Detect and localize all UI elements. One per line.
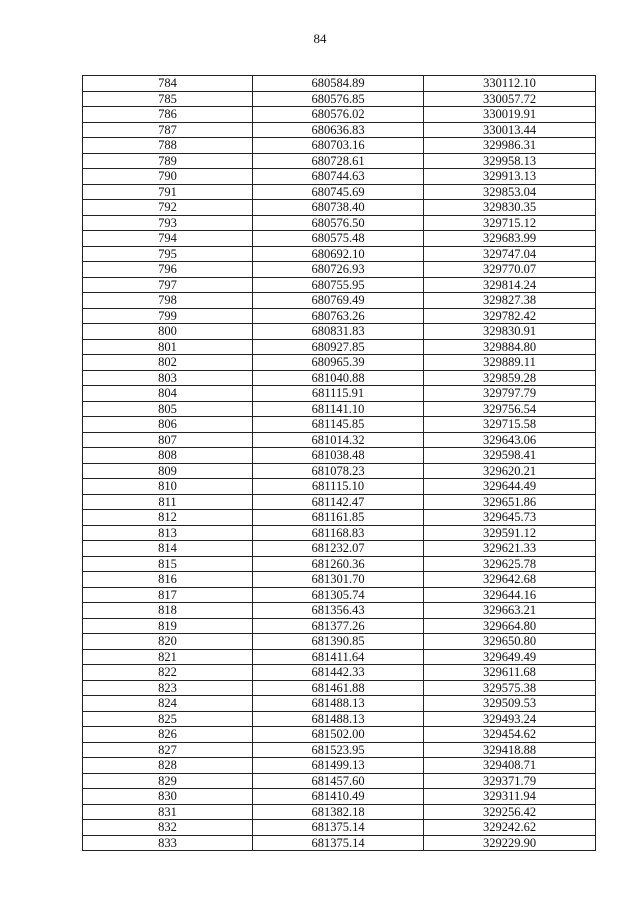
table-row [83,153,596,169]
x-coordinate-cell: 680927.85 [253,339,424,355]
table-row [83,448,596,464]
y-coordinate-cell: 329830.35 [424,200,596,216]
point-number-cell: 803 [83,370,253,386]
y-coordinate-cell: 329645.73 [424,510,596,526]
x-coordinate-cell: 680576.85 [253,91,424,107]
y-coordinate-cell: 329591.12 [424,525,596,541]
y-coordinate-cell: 329575.38 [424,680,596,696]
point-number-cell: 794 [83,231,253,247]
point-number-cell: 786 [83,107,253,123]
point-number-cell: 801 [83,339,253,355]
y-coordinate-cell: 329853.04 [424,184,596,200]
table-row [83,820,596,836]
table-row [83,277,596,293]
table-row [83,262,596,278]
y-coordinate-cell: 329913.13 [424,169,596,185]
table-row [83,510,596,526]
point-number-cell: 809 [83,463,253,479]
point-number-cell: 825 [83,711,253,727]
y-coordinate-cell: 329797.79 [424,386,596,402]
point-number-cell: 791 [83,184,253,200]
table-row [83,432,596,448]
y-coordinate-cell: 329621.33 [424,541,596,557]
table-row [83,680,596,696]
point-number-cell: 804 [83,386,253,402]
point-number-cell: 800 [83,324,253,340]
point-number-cell: 829 [83,773,253,789]
y-coordinate-cell: 329664.80 [424,618,596,634]
x-coordinate-cell: 681382.18 [253,804,424,820]
x-coordinate-cell: 680965.39 [253,355,424,371]
x-coordinate-cell: 681375.14 [253,835,424,851]
table-row [83,711,596,727]
table-row [83,618,596,634]
point-number-cell: 827 [83,742,253,758]
y-coordinate-cell: 329643.06 [424,432,596,448]
y-coordinate-cell: 329889.11 [424,355,596,371]
table-row [83,200,596,216]
y-coordinate-cell: 329649.49 [424,649,596,665]
point-number-cell: 815 [83,556,253,572]
table-row [83,386,596,402]
table-row [83,603,596,619]
point-number-cell: 796 [83,262,253,278]
x-coordinate-cell: 681040.88 [253,370,424,386]
y-coordinate-cell: 329884.80 [424,339,596,355]
x-coordinate-cell: 681488.13 [253,696,424,712]
y-coordinate-cell: 329859.28 [424,370,596,386]
x-coordinate-cell: 680726.93 [253,262,424,278]
x-coordinate-cell: 680576.50 [253,215,424,231]
x-coordinate-cell: 680738.40 [253,200,424,216]
point-number-cell: 812 [83,510,253,526]
point-number-cell: 833 [83,835,253,851]
y-coordinate-cell: 329770.07 [424,262,596,278]
table-row [83,169,596,185]
x-coordinate-cell: 680769.49 [253,293,424,309]
y-coordinate-cell: 329625.78 [424,556,596,572]
y-coordinate-cell: 329598.41 [424,448,596,464]
point-number-cell: 799 [83,308,253,324]
y-coordinate-cell: 329408.71 [424,758,596,774]
table-row [83,649,596,665]
point-number-cell: 832 [83,820,253,836]
y-coordinate-cell: 330112.10 [424,76,596,92]
table-row [83,293,596,309]
x-coordinate-cell: 680744.63 [253,169,424,185]
table-row [83,525,596,541]
page-number: 84 [313,31,327,46]
table-row [83,556,596,572]
x-coordinate-cell: 681488.13 [253,711,424,727]
point-number-cell: 797 [83,277,253,293]
x-coordinate-cell: 680831.83 [253,324,424,340]
x-coordinate-cell: 681142.47 [253,494,424,510]
x-coordinate-cell: 680584.89 [253,76,424,92]
y-coordinate-cell: 329311.94 [424,789,596,805]
y-coordinate-cell: 329747.04 [424,246,596,262]
y-coordinate-cell: 329371.79 [424,773,596,789]
x-coordinate-cell: 681499.13 [253,758,424,774]
y-coordinate-cell: 329827.38 [424,293,596,309]
table-row [83,184,596,200]
point-number-cell: 788 [83,138,253,154]
y-coordinate-cell: 329620.21 [424,463,596,479]
point-number-cell: 805 [83,401,253,417]
y-coordinate-cell: 329958.13 [424,153,596,169]
x-coordinate-cell: 681390.85 [253,634,424,650]
table-row [83,572,596,588]
y-coordinate-cell: 329651.86 [424,494,596,510]
y-coordinate-cell: 329644.49 [424,479,596,495]
y-coordinate-cell: 329715.12 [424,215,596,231]
x-coordinate-cell: 681260.36 [253,556,424,572]
table-row [83,463,596,479]
x-coordinate-cell: 681375.14 [253,820,424,836]
x-coordinate-cell: 681168.83 [253,525,424,541]
point-number-cell: 818 [83,603,253,619]
table-row [83,835,596,851]
point-number-cell: 793 [83,215,253,231]
y-coordinate-cell: 329986.31 [424,138,596,154]
table-row [83,541,596,557]
y-coordinate-cell: 330057.72 [424,91,596,107]
point-number-cell: 823 [83,680,253,696]
x-coordinate-cell: 681356.43 [253,603,424,619]
x-coordinate-cell: 680728.61 [253,153,424,169]
point-number-cell: 789 [83,153,253,169]
x-coordinate-cell: 681461.88 [253,680,424,696]
table-row [83,773,596,789]
point-number-cell: 798 [83,293,253,309]
point-number-cell: 831 [83,804,253,820]
table-row [83,355,596,371]
table-row [83,339,596,355]
table-row [83,417,596,433]
y-coordinate-cell: 329454.62 [424,727,596,743]
table-row [83,215,596,231]
x-coordinate-cell: 680703.16 [253,138,424,154]
table-row [83,696,596,712]
point-number-cell: 813 [83,525,253,541]
y-coordinate-cell: 329493.24 [424,711,596,727]
x-coordinate-cell: 680575.48 [253,231,424,247]
x-coordinate-cell: 680692.10 [253,246,424,262]
point-number-cell: 792 [83,200,253,216]
y-coordinate-cell: 329611.68 [424,665,596,681]
table-row [83,91,596,107]
point-number-cell: 810 [83,479,253,495]
table-row [83,665,596,681]
y-coordinate-cell: 329830.91 [424,324,596,340]
table-row [83,107,596,123]
x-coordinate-cell: 681411.64 [253,649,424,665]
point-number-cell: 828 [83,758,253,774]
table-row [83,587,596,603]
y-coordinate-cell: 329756.54 [424,401,596,417]
table-row [83,758,596,774]
point-number-cell: 808 [83,448,253,464]
table-row [83,76,596,92]
x-coordinate-cell: 680755.95 [253,277,424,293]
x-coordinate-cell: 681301.70 [253,572,424,588]
table-row [83,742,596,758]
point-number-cell: 816 [83,572,253,588]
y-coordinate-cell: 329782.42 [424,308,596,324]
table-row [83,634,596,650]
point-number-cell: 830 [83,789,253,805]
point-number-cell: 817 [83,587,253,603]
x-coordinate-cell: 681161.85 [253,510,424,526]
x-coordinate-cell: 681442.33 [253,665,424,681]
table-row [83,122,596,138]
point-number-cell: 795 [83,246,253,262]
point-number-cell: 806 [83,417,253,433]
table-row [83,789,596,805]
y-coordinate-cell: 329642.68 [424,572,596,588]
y-coordinate-cell: 329256.42 [424,804,596,820]
point-number-cell: 826 [83,727,253,743]
point-number-cell: 820 [83,634,253,650]
y-coordinate-cell: 329683.99 [424,231,596,247]
y-coordinate-cell: 330019.91 [424,107,596,123]
x-coordinate-cell: 680576.02 [253,107,424,123]
coordinates-table [82,75,596,851]
x-coordinate-cell: 681078.23 [253,463,424,479]
x-coordinate-cell: 681410.49 [253,789,424,805]
table-row [83,479,596,495]
x-coordinate-cell: 681377.26 [253,618,424,634]
y-coordinate-cell: 329509.53 [424,696,596,712]
table-row [83,308,596,324]
table-row [83,494,596,510]
coordinates-table-body [83,76,596,851]
x-coordinate-cell: 681502.00 [253,727,424,743]
table-row [83,246,596,262]
x-coordinate-cell: 681457.60 [253,773,424,789]
x-coordinate-cell: 680636.83 [253,122,424,138]
point-number-cell: 819 [83,618,253,634]
point-number-cell: 802 [83,355,253,371]
table-row [83,138,596,154]
point-number-cell: 821 [83,649,253,665]
x-coordinate-cell: 681038.48 [253,448,424,464]
y-coordinate-cell: 329418.88 [424,742,596,758]
point-number-cell: 822 [83,665,253,681]
y-coordinate-cell: 329650.80 [424,634,596,650]
point-number-cell: 787 [83,122,253,138]
point-number-cell: 814 [83,541,253,557]
point-number-cell: 807 [83,432,253,448]
x-coordinate-cell: 681115.91 [253,386,424,402]
table-row [83,324,596,340]
point-number-cell: 784 [83,76,253,92]
point-number-cell: 785 [83,91,253,107]
x-coordinate-cell: 681141.10 [253,401,424,417]
x-coordinate-cell: 681115.10 [253,479,424,495]
y-coordinate-cell: 329715.58 [424,417,596,433]
table-row [83,727,596,743]
table-row [83,370,596,386]
y-coordinate-cell: 329242.62 [424,820,596,836]
x-coordinate-cell: 681014.32 [253,432,424,448]
x-coordinate-cell: 681145.85 [253,417,424,433]
x-coordinate-cell: 681523.95 [253,742,424,758]
table-row [83,401,596,417]
y-coordinate-cell: 330013.44 [424,122,596,138]
point-number-cell: 790 [83,169,253,185]
x-coordinate-cell: 680745.69 [253,184,424,200]
table-row [83,231,596,247]
y-coordinate-cell: 329814.24 [424,277,596,293]
table-row [83,804,596,820]
point-number-cell: 824 [83,696,253,712]
y-coordinate-cell: 329644.16 [424,587,596,603]
x-coordinate-cell: 681305.74 [253,587,424,603]
x-coordinate-cell: 681232.07 [253,541,424,557]
point-number-cell: 811 [83,494,253,510]
y-coordinate-cell: 329229.90 [424,835,596,851]
x-coordinate-cell: 680763.26 [253,308,424,324]
y-coordinate-cell: 329663.21 [424,603,596,619]
